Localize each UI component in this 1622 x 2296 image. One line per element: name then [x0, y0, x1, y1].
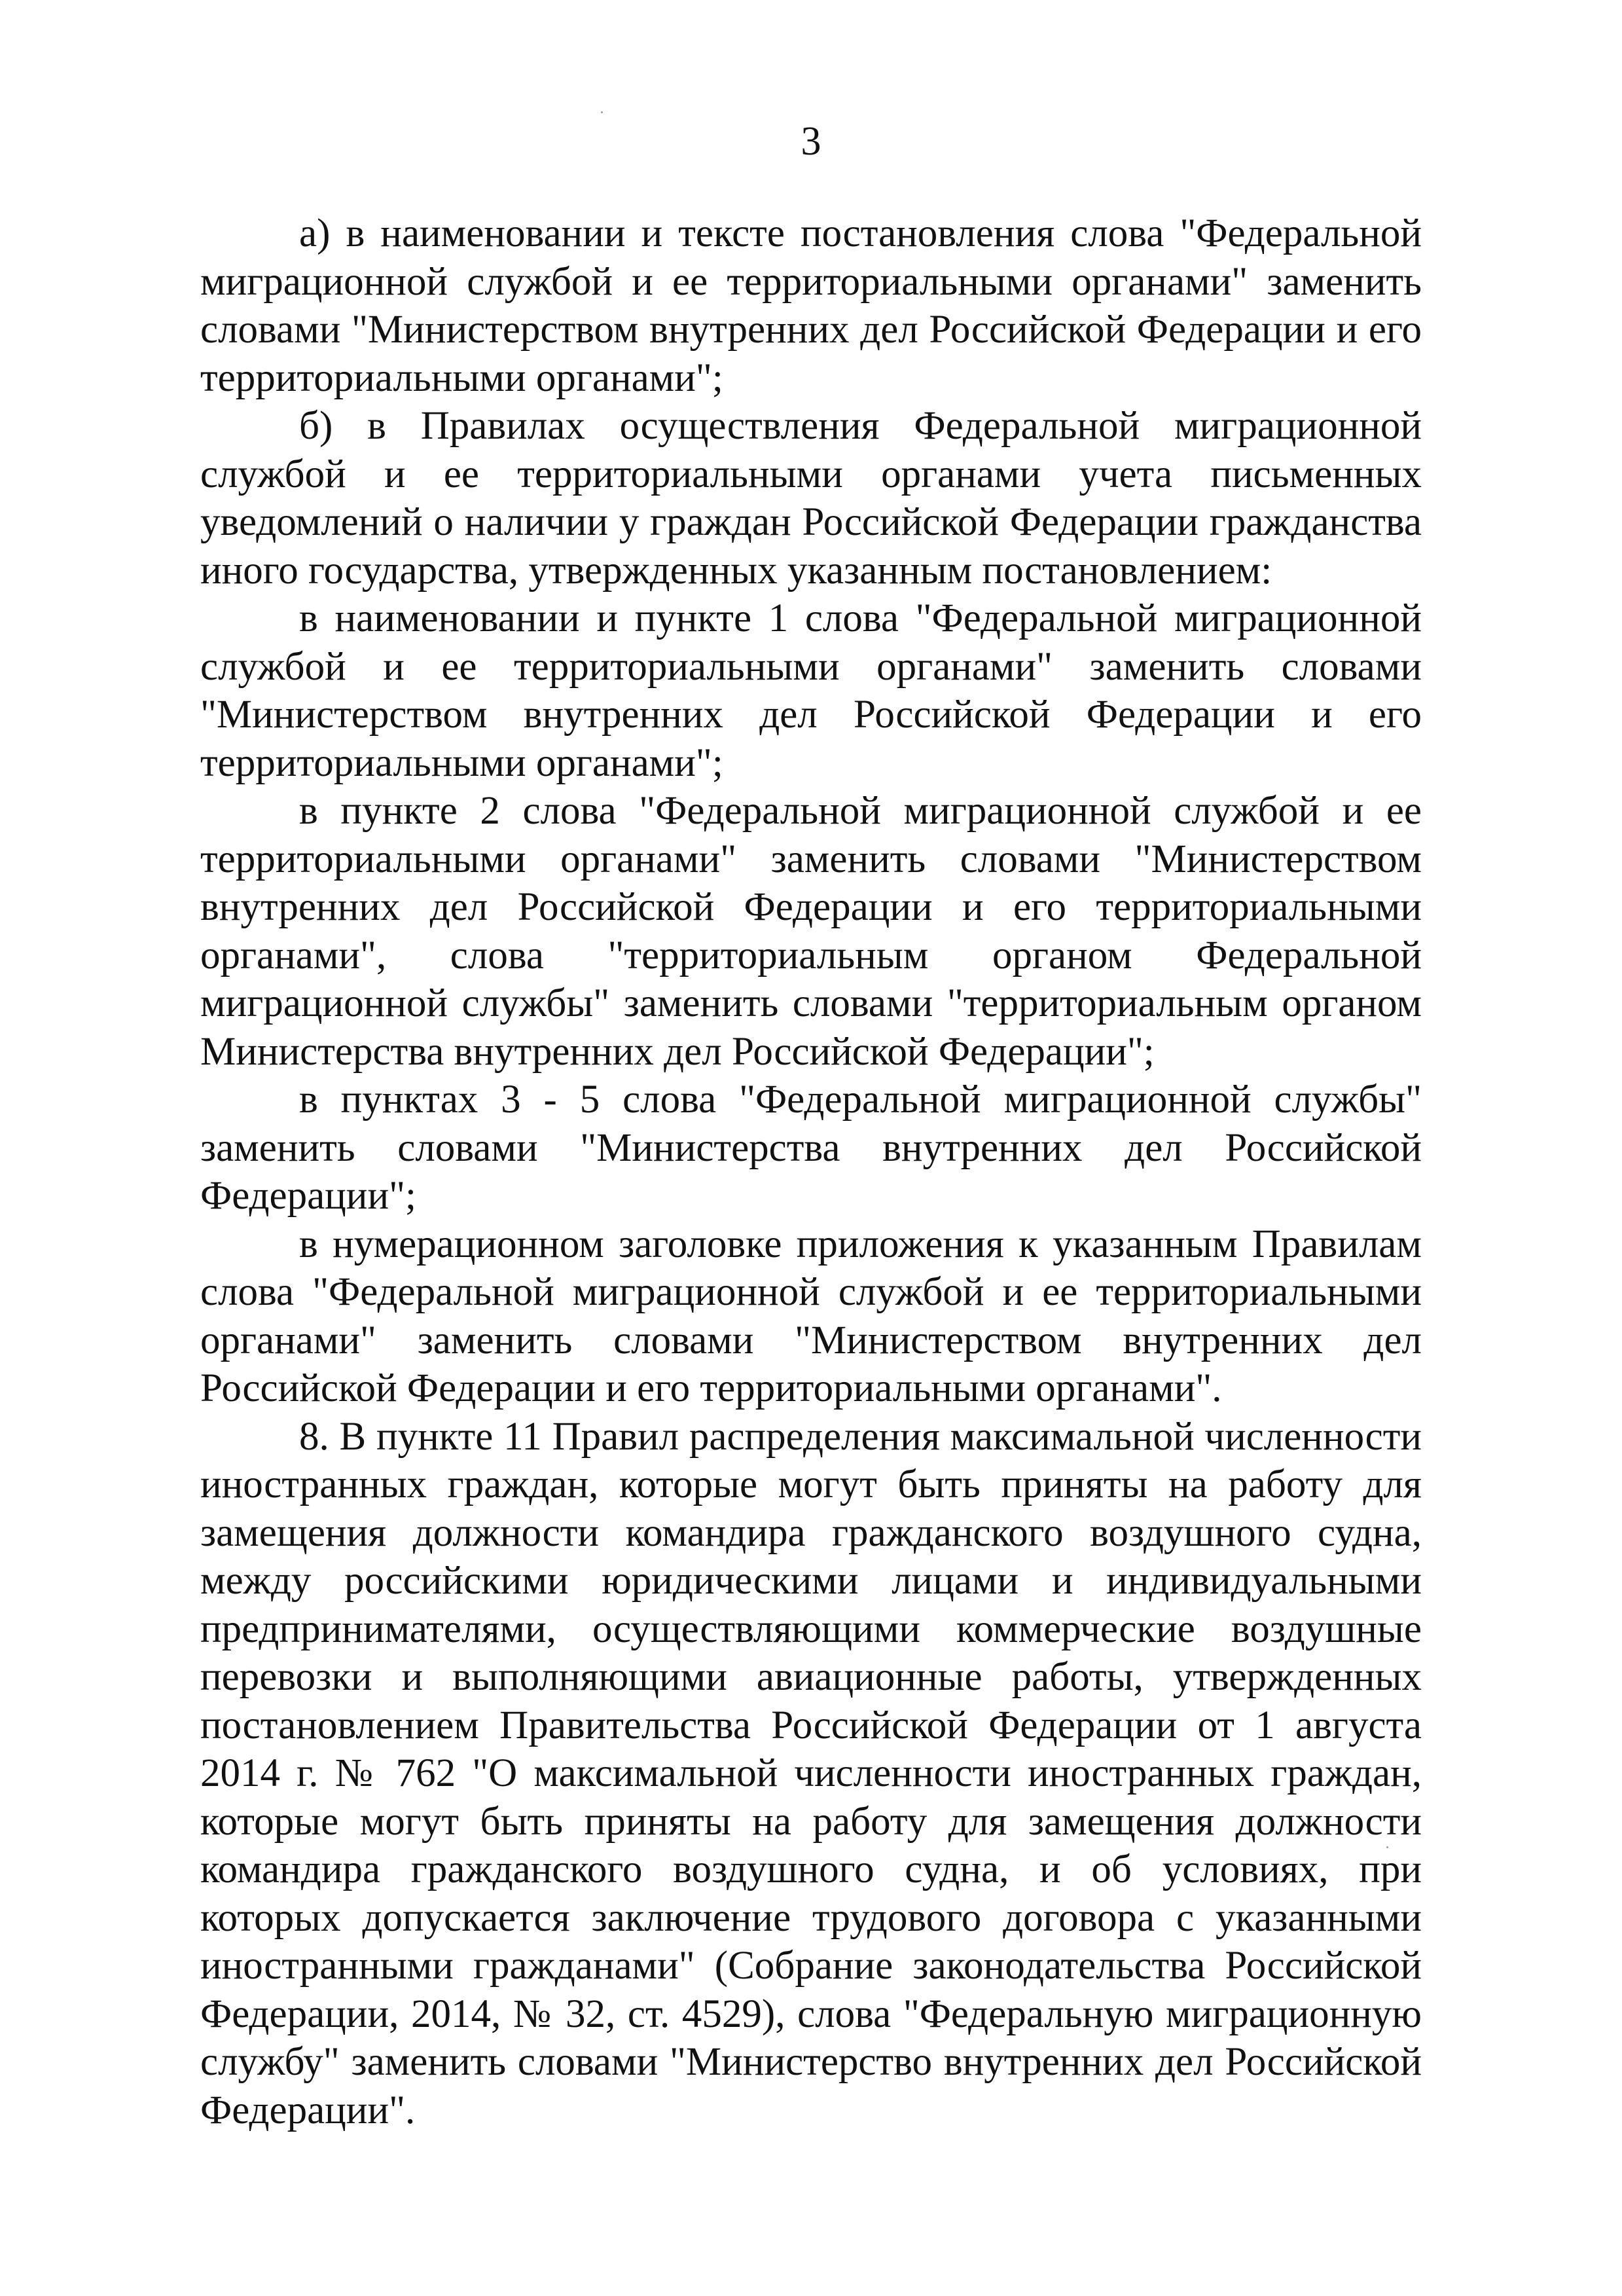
- paragraph-b: б) в Правилах осуществления Федеральной миграционной службой и ее территориальными органами учета письменных уведомлений о наличии у граждан Российской Федерации гражданства иного государства, утвержденных указанным постановлением:: [200, 404, 1422, 592]
- document-body: [200, 210, 1422, 2134]
- paragraph-b-item-3: в пунктах 3 - 5 слова "Федеральной миграционной службы" заменить словами "Министерства внутренних дел Российской Федерации";: [200, 1078, 1422, 1218]
- page-number: 3: [801, 119, 821, 164]
- scan-speck: [601, 111, 603, 113]
- paragraph-a: а) в наименовании и тексте постановления слова "Федеральной миграционной службой и ее территориальными органами" заменить словами "Министерством внутренних дел Российской Федерации и его территориальными органами";: [200, 211, 1422, 400]
- paragraph-8: 8. В пункте 11 Правил распределения максимальной численности иностранных граждан, которые могут быть приняты на работу для замещения должности командира гражданского воздушного судна, между российскими юридическими лицами и индивидуальными предпринимателями, осуществляющими коммерческие воздушные перевозки и выполняющими авиационные работы, утвержденных постановлением Правительства Российской Федерации от 1 августа 2014 г. № 762 "О максимальной численности иностранных граждан, которые могут быть приняты на работу для замещения должности командира гражданского воздушного судна, и об условиях, при которых допускается заключение трудового договора с указанными иностранными гражданами" (Собрание законодательства Российской Федерации, 2014, № 32, ст. 4529), слова "Федеральную миграционную службу" заменить словами "Министерство внутренних дел Российской Федерации".: [200, 1414, 1422, 2132]
- paragraph-b-item-2: в пункте 2 слова "Федеральной миграционной службой и ее территориальными органами" заменить словами "Министерством внутренних дел Российской Федерации и его территориальными органами", слова "территориальным органом Федеральной миграционной службы" заменить словами "территориальным органом Министерства внутренних дел Российской Федерации";: [200, 789, 1422, 1074]
- paragraph-b-item-4: в нумерационном заголовке приложения к указанным Правилам слова "Федеральной миграционной службой и ее территориальными органами" заменить словами "Министерством внутренних дел Российской Федерации и его территориальными органами".: [200, 1222, 1422, 1410]
- paragraph-b-item-1: в наименовании и пункте 1 слова "Федеральной миграционной службой и ее территориальными органами" заменить словами "Министерством внутренних дел Российской Федерации и его территориальными органами";: [200, 596, 1422, 785]
